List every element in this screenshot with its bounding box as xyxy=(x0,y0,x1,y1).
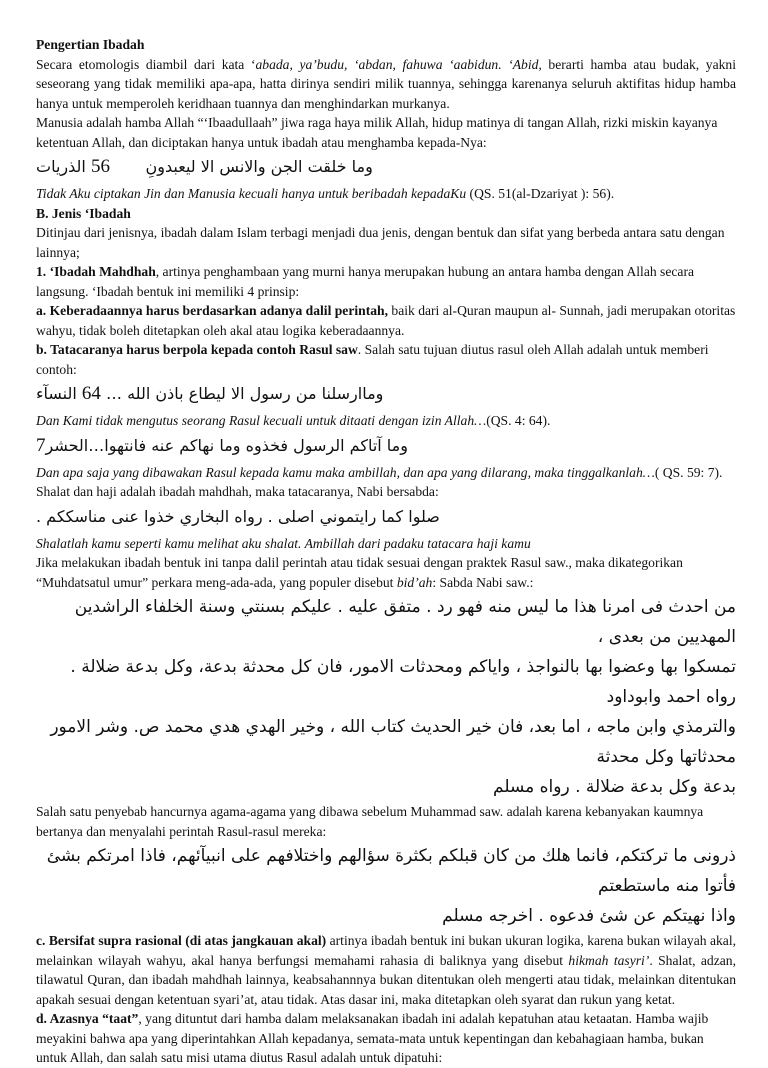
arabic-verse-adzdzariyat: وما خلقت الجن والانس الا ليعبدونِ 56 الذريات xyxy=(36,156,373,177)
arabic-hadith-bidah xyxy=(36,592,736,802)
arabic-root-words: abada, ya’budu, ‘abdan, fahuwa ‘aabidun. ‘Abid, xyxy=(255,56,542,72)
translation-annisa: Dan Kami tidak mengutus seorang Rasul kecuali untuk ditaati dengan izin Allah…(QS. 4: 64). xyxy=(36,413,551,428)
arabic-hadith-bidah-line: بدعة وكل بدعة ضلالة . رواه مسلم xyxy=(493,777,736,797)
paragraph-bidah: Jika melakukan ibadah bentuk ini tanpa dalil perintah atau tidak sesuai dengan praktek Rasul saw., maka dikategorikan “Muhdatsatul umur” perkara meng-ada-ada, yang populer disebut bid’ah: Sabda Nabi saw.: xyxy=(36,555,683,590)
principle-d: d. Azasnya “taat”, yang dituntut dari hamba dalam melaksanakan ibadah ini adalah kepatuhan atau ketaatan. Hamba wajib meyakini bahwa apa yang diperintahkan Allah kepadanya, semata-mata untuk kepentingan dan kebahagiaan hamba, bukan untuk Allah, dan salah satu misi utama diutus Rasul adalah untuk dipatuhi: xyxy=(36,1011,709,1065)
arabic-hadith-sual-line: ذرونى ما تركتكم، فانما هلك من كان قبلكم بكثرة سؤالهم واختلافهم على انبيآئهم، فاذا امرتكم بشئ فأتوا منه ماستطعتم xyxy=(46,846,736,896)
paragraph-manusia-hamba: Manusia adalah hamba Allah “‘Ibaadullaah” jiwa raga haya milik Allah, hidup matinya di tangan Allah, rizki miskin kayanya ketentuan Allah, dan diciptakan hanya untuk ibadah atau menghamba kepada-Nya: xyxy=(36,115,718,150)
principle-a: a. Keberadaannya harus berdasarkan adanya dalil perintah, baik dari al-Quran maupun al- Sunnah, jadi merupakan otoritas wahyu, tidak boleh ditetapkan oleh akal atau logika keberadaannya. xyxy=(36,303,736,338)
arabic-hadith-bidah-line: من احدث فى امرنا هذا ما ليس منه فهو رد . متفق عليه . عليكم بسنتي وسنة الخلفاء الراشدين المهديين من بعدى ، xyxy=(74,597,736,647)
heading-jenis-ibadah: B. Jenis ‘Ibadah xyxy=(36,205,131,221)
translation-hadith-shalat: Shalatlah kamu seperti kamu melihat aku shalat. Ambillah dari padaku tatacara haji kamu xyxy=(36,535,531,551)
paragraph-jenis: Ditinjau dari jenisnya, ibadah dalam Islam terbagi menjadi dua jenis, dengan bentuk dan sifat yang berbeda antara satu dengan lainnya; xyxy=(36,225,725,260)
paragraph-penyebab-hancur: Salah satu penyebab hancurnya agama-agama yang dibawa sebelum Muhammad saw. adalah karena kebanyakan kaumnya bertanya dan menyalahi perintah Rasul-rasul mereka: xyxy=(36,804,704,839)
arabic-hadith-sual xyxy=(36,841,736,931)
arabic-hadith-shalat: صلوا كما رايتموني اصلى . رواه البخاري خذوا عنى مناسككم . xyxy=(36,506,440,526)
arabic-verse-alhasyr: وما آتاكم الرسول فخذوه وما نهاكم عنه فانتهوا…الحشر7 xyxy=(36,434,408,456)
translation-alhasyr: Dan apa saja yang dibawakan Rasul kepada kamu maka ambillah, dan apa yang dilarang, maka tinggalkanlah…( QS. 59: 7). xyxy=(36,464,723,480)
paragraph-shalat-haji: Shalat dan haji adalah ibadah mahdhah, maka tatacaranya, Nabi bersabda: xyxy=(36,484,439,499)
paragraph-ibadah-mahdhah: 1. ‘Ibadah Mahdhah, artinya penghambaan yang murni hanya merupakan hubung an antara hamba dengan Allah secara langsung. ‘Ibadah bentuk ini memiliki 4 prinsip: xyxy=(36,264,695,299)
heading-pengertian-ibadah: Pengertian Ibadah xyxy=(36,37,145,52)
translation-adzdzariyat: Tidak Aku ciptakan Jin dan Manusia kecuali hanya untuk beribadah kepadaKu (QS. 51(al-Dzariyat ): 56). xyxy=(36,186,615,201)
arabic-hadith-bidah-line: والترمذي وابن ماجه ، اما بعد، فان خير الحديث كتاب الله ، وخير الهدي هدي محمد ص. وشر الامور محدثاتها وكل محدثة xyxy=(50,717,736,767)
paragraph-etimologi: Secara etomologis diambil dari kata ‘abada, ya’budu, ‘abdan, fahuwa ‘aabidun. ‘Abid, berarti hamba atau budak, yakni seseorang yang tidak memiliki apa-apa, hatta dirinya sendiri milik tuannya, sehingga karenanya seluruh aktifitas hidup hamba hanya untuk memperoleh keridhaan tuannya dan menghindarkan murkanya. xyxy=(36,56,736,111)
arabic-verse-annisa: وماارسلنا من رسول الا ليطاع باذن الله … 64 النسآء xyxy=(36,383,384,404)
arabic-hadith-sual-line: واذا نهيتكم عن شئ فدعوه . اخرجه مسلم xyxy=(442,906,736,926)
arabic-hadith-bidah-line: تمسكوا بها وعضوا بها بالنواجذ ، واياكم ومحدثات الامور، فان كل محدثة بدعة، وكل بدعة ضلالة . رواه احمد وابوداود xyxy=(70,657,736,707)
principle-b: b. Tatacaranya harus berpola kepada contoh Rasul saw. Salah satu tujuan diutus rasul oleh Allah adalah untuk memberi contoh: xyxy=(36,342,709,377)
principle-c: c. Bersifat supra rasional (di atas jangkauan akal) artinya ibadah bentuk ini bukan ukuran logika, karena bukan wilayah akal, melainkan wilayah wahyu, akal hanya berfungsi memahami rahasia di baliknya yang disebut hikmah tasyri’. Shalat, adzan, tilawatul Quran, dan ibadah mahdhah lainnya, keabsahannnya bukan ditentukan oleh mengerti atau tidak, melainkan ditentukan apakah sesuai dengan ketentuan syari’at, atau tidak. Atas dasar ini, maka ditetapkan oleh syarat dan rukun yang ketat. xyxy=(36,933,736,1007)
